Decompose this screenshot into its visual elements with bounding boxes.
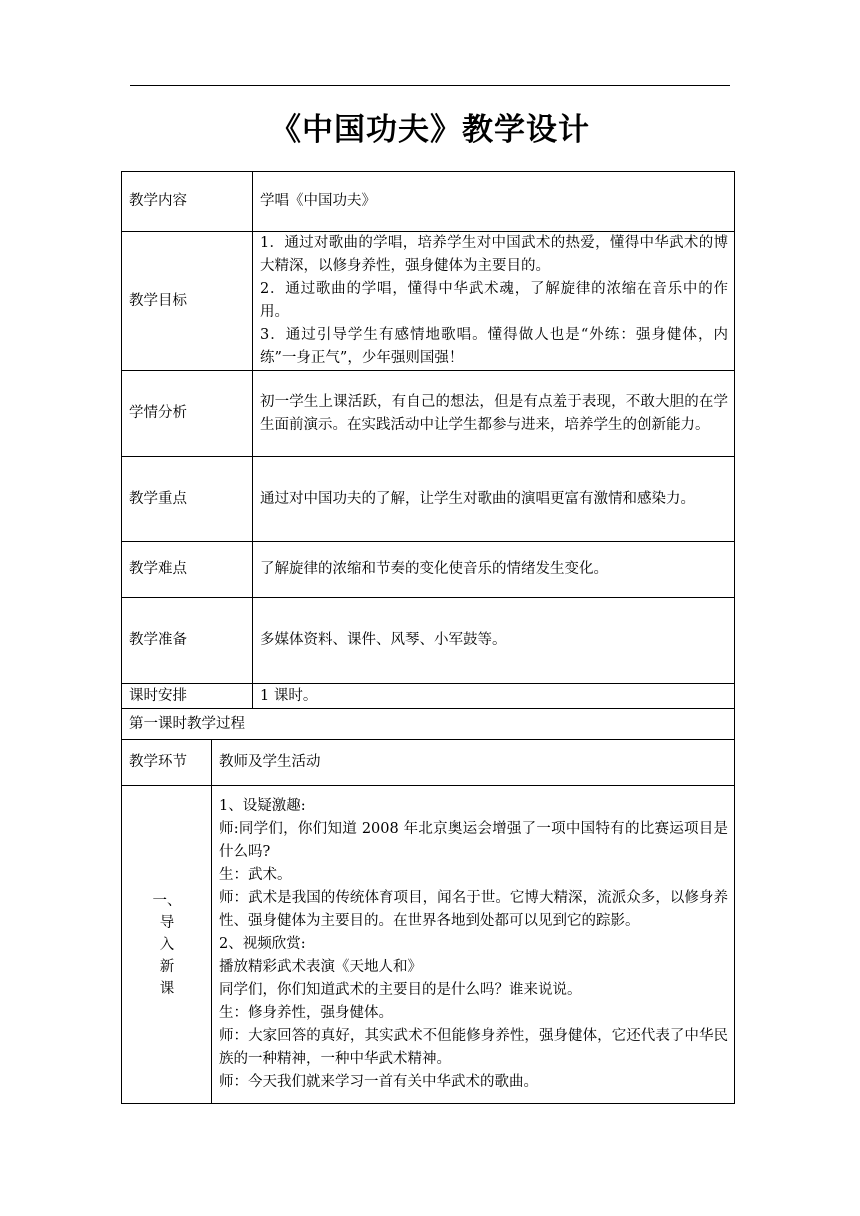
stage-label-introduction xyxy=(122,786,212,1104)
value-difficulties: 了解旋律的浓缩和节奏的变化使音乐的情绪发生变化。 xyxy=(253,542,735,598)
header-rule xyxy=(130,85,730,86)
activity-line: 师：武术是我国的传统体育项目，闻名于世。它博大精深，流派众多，以修身养性、强身健体为主要目的。在世界各地到处都可以见到它的踪影。 xyxy=(219,890,728,929)
row-process-header xyxy=(122,709,735,740)
stage-activity-introduction xyxy=(212,786,735,1104)
row-stage-introduction xyxy=(122,786,735,1104)
label-class-hours: 课时安排 xyxy=(122,684,253,709)
stage-label-char: 一、 xyxy=(152,892,182,909)
value-class-hours: 1 课时。 xyxy=(253,684,735,709)
value-student-analysis: 初一学生上课活跃，有自己的想法，但是有点羞于表现，不敢大胆的在学生面前演示。在实践活动中让学生都参与进来，培养学生的创新能力。 xyxy=(253,371,735,457)
row-teaching-objectives xyxy=(122,232,735,371)
activity-line: 生：武术。 xyxy=(219,867,292,883)
document-title: 《中国功夫》教学设计 xyxy=(270,112,590,148)
objective-2: 2．通过歌曲的学唱，懂得中华武术魂，了解旋律的浓缩在音乐中的作用。 xyxy=(260,281,728,320)
activity-line: 师:同学们，你们知道 2008 年北京奥运会增强了一项中国特有的比赛运项目是什么吗? xyxy=(219,821,728,860)
activity-line: 师：大家回答的真好，其实武术不但能修身养性，强身健体，它还代表了中华民族的一种精神，一种中华武术精神。 xyxy=(219,1028,728,1067)
value-key-points: 通过对中国功夫的了解，让学生对歌曲的演唱更富有激情和感染力。 xyxy=(253,457,735,542)
label-preparation: 教学准备 xyxy=(122,598,253,684)
process-header: 第一课时教学过程 xyxy=(122,709,735,740)
label-key-points: 教学重点 xyxy=(122,457,253,542)
activity-line: 师：今天我们就来学习一首有关中华武术的歌曲。 xyxy=(219,1074,538,1090)
row-preparation xyxy=(122,598,735,684)
stage-label-char: 导 xyxy=(159,914,175,931)
activity-line: 播放精彩武术表演《天地人和》 xyxy=(219,959,422,975)
activity-line: 2、视频欣赏: xyxy=(219,936,306,952)
row-class-hours xyxy=(122,684,735,709)
column-teacher-student-activity: 教师及学生活动 xyxy=(212,740,735,786)
activity-line: 1、设疑激趣: xyxy=(219,798,306,814)
stage-label-char: 新 xyxy=(159,958,175,975)
label-teaching-content: 教学内容 xyxy=(122,172,253,232)
row-difficulties xyxy=(122,542,735,598)
label-student-analysis: 学情分析 xyxy=(122,371,253,457)
row-process-columns xyxy=(122,740,735,786)
label-difficulties: 教学难点 xyxy=(122,542,253,598)
value-teaching-content: 学唱《中国功夫》 xyxy=(253,172,735,232)
activity-line: 同学们，你们知道武术的主要目的是什么吗？谁来说说。 xyxy=(219,982,582,998)
objective-1: 1．通过对歌曲的学唱，培养学生对中国武术的热爱，懂得中华武术的博大精深，以修身养性，强身健体为主要目的。 xyxy=(260,235,728,274)
row-key-points xyxy=(122,457,735,542)
stage-label-char: 课 xyxy=(159,980,175,997)
lesson-plan-table xyxy=(121,171,735,1104)
column-teaching-stage: 教学环节 xyxy=(122,740,212,786)
label-teaching-objectives: 教学目标 xyxy=(122,232,253,371)
value-preparation: 多媒体资料、课件、风琴、小军鼓等。 xyxy=(253,598,735,684)
stage-label-char: 入 xyxy=(159,936,175,953)
activity-line: 生：修身养性，强身健体。 xyxy=(219,1005,393,1021)
value-teaching-objectives xyxy=(253,232,735,371)
row-teaching-content xyxy=(122,172,735,232)
row-student-analysis xyxy=(122,371,735,457)
objective-3: 3．通过引导学生有感情地歌唱。懂得做人也是“外练：强身健体，内练”一身正气”，少年强则国强！ xyxy=(260,327,728,366)
